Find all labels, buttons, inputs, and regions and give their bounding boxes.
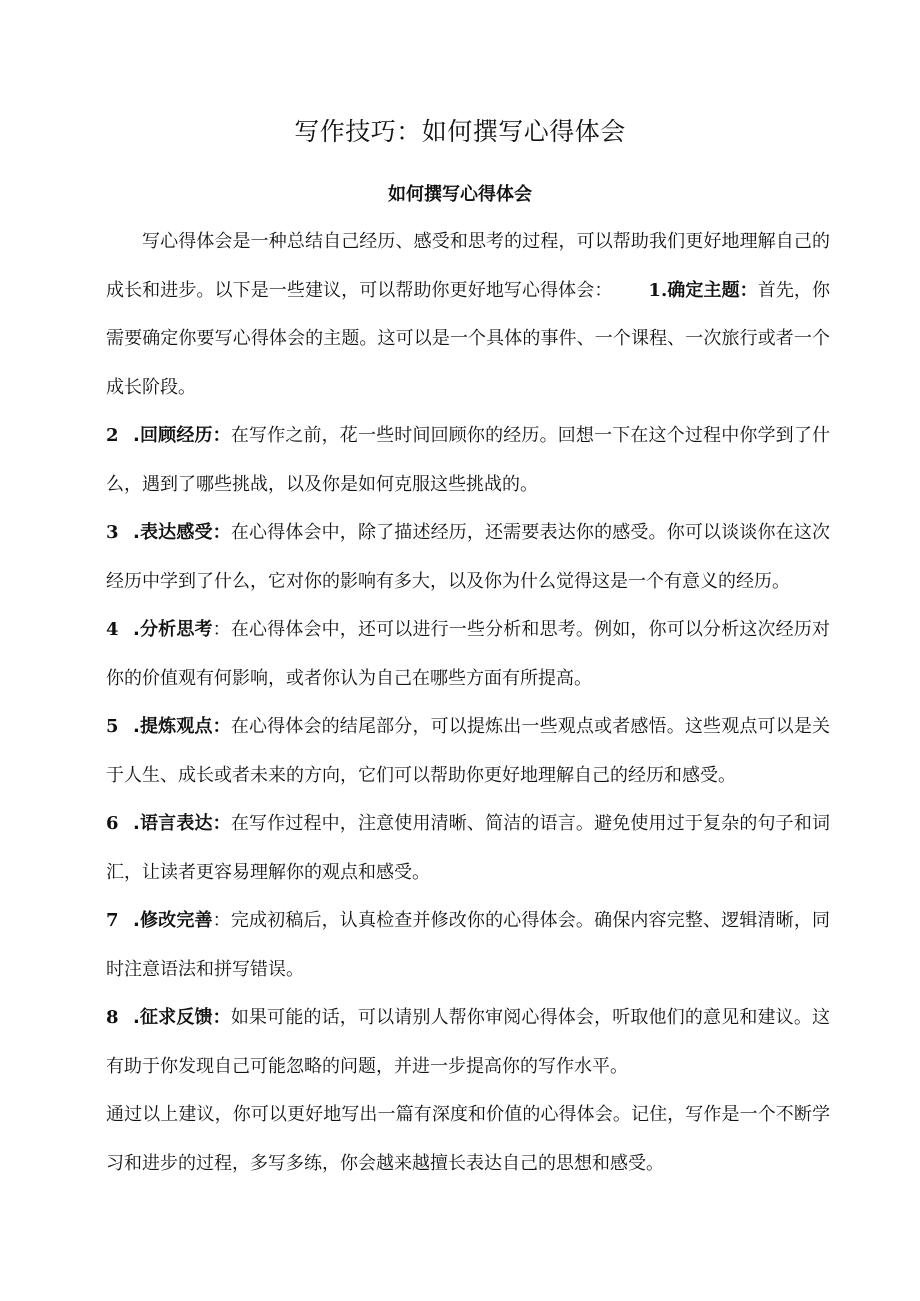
step-title: .回顾经历 [133,425,213,446]
step-colon: ： [739,279,758,301]
step-colon: ： [212,1007,231,1028]
intro-paragraph [106,218,830,412]
list-item [106,703,830,800]
step-title: 确定主题 [667,279,740,301]
step-text: 在心得体会中，除了描述经历，还需要表达你的感受。你可以谈谈你在这次经历中学到了什么，它对你的影响有多大，以及你为什么觉得这是一个有意义的经历。 [106,522,831,592]
document-body [106,218,830,1188]
step-number: 3 [106,522,119,543]
list-item [106,509,830,606]
step-number: 4 [106,619,119,640]
step-colon: ： [212,425,231,446]
list-item [106,994,830,1091]
step-number: 5 [106,716,119,737]
step-text: 在心得体会的结尾部分，可以提炼出一些观点或者感悟。这些观点可以是关于人生、成长或者未来的方向，它们可以帮助你更好地理解自己的经历和感受。 [106,716,831,786]
step-text: 首先，你需要确定你要写心得体会的主题。这可以是一个具体的事件、一个课程、一次旅行或者一个成长阶段。 [106,279,831,398]
step-title: .征求反馈 [133,1007,213,1028]
page-title: 写作技巧：如何撰写心得体会 [294,117,626,146]
step-text: 完成初稿后，认真检查并修改你的心得体会。确保内容完整、逻辑清晰，同时注意语法和拼写错误。 [106,910,831,980]
step-number: 1. [648,279,668,301]
step-title: .表达感受 [133,522,213,543]
step-text: 在写作过程中，注意使用清晰、简洁的语言。避免使用过于复杂的句子和词汇，让读者更容易理解你的观点和感受。 [106,813,831,883]
step-number: 2 [106,425,119,446]
step-title: .语言表达 [133,813,213,834]
step-colon: ： [212,813,231,834]
intro-text: 写心得体会是一种总结自己经历、感受和思考的过程，可以帮助我们更好地理解自己的成长和进步。以下是一些建议，可以帮助你更好地写心得体会： [106,231,830,301]
list-item [106,606,830,703]
step-text: 在心得体会中，还可以进行一些分析和思考。例如，你可以分析这次经历对你的价值观有何影响，或者你认为自己在哪些方面有所提高。 [106,619,831,689]
step-colon: ： [212,522,231,543]
step-title: .分析思考 [133,619,213,640]
step-colon: ： [212,716,231,737]
step-colon: ： [212,910,231,931]
step-number: 6 [106,813,119,834]
step-colon: ： [212,619,231,640]
step-text: 在写作之前，花一些时间回顾你的经历。回想一下在这个过程中你学到了什么，遇到了哪些挑战，以及你是如何克服这些挑战的。 [106,425,831,495]
step-number: 7 [106,910,119,931]
list-item [106,412,830,509]
list-item [106,800,830,897]
step-text: 如果可能的话，可以请别人帮你审阅心得体会，听取他们的意见和建议。这有助于你发现自己可能忽略的问题，并进一步提高你的写作水平。 [106,1007,831,1077]
conclusion-paragraph: 通过以上建议，你可以更好地写出一篇有深度和价值的心得体会。记住，写作是一个不断学习和进步的过程，多写多练，你会越来越擅长表达自己的思想和感受。 [106,1104,830,1174]
section-heading: 如何撰写心得体会 [388,184,532,205]
step-number: 8 [106,1007,119,1028]
step-title: .修改完善 [133,910,213,931]
list-item [106,897,830,994]
step-title: .提炼观点 [133,716,213,737]
